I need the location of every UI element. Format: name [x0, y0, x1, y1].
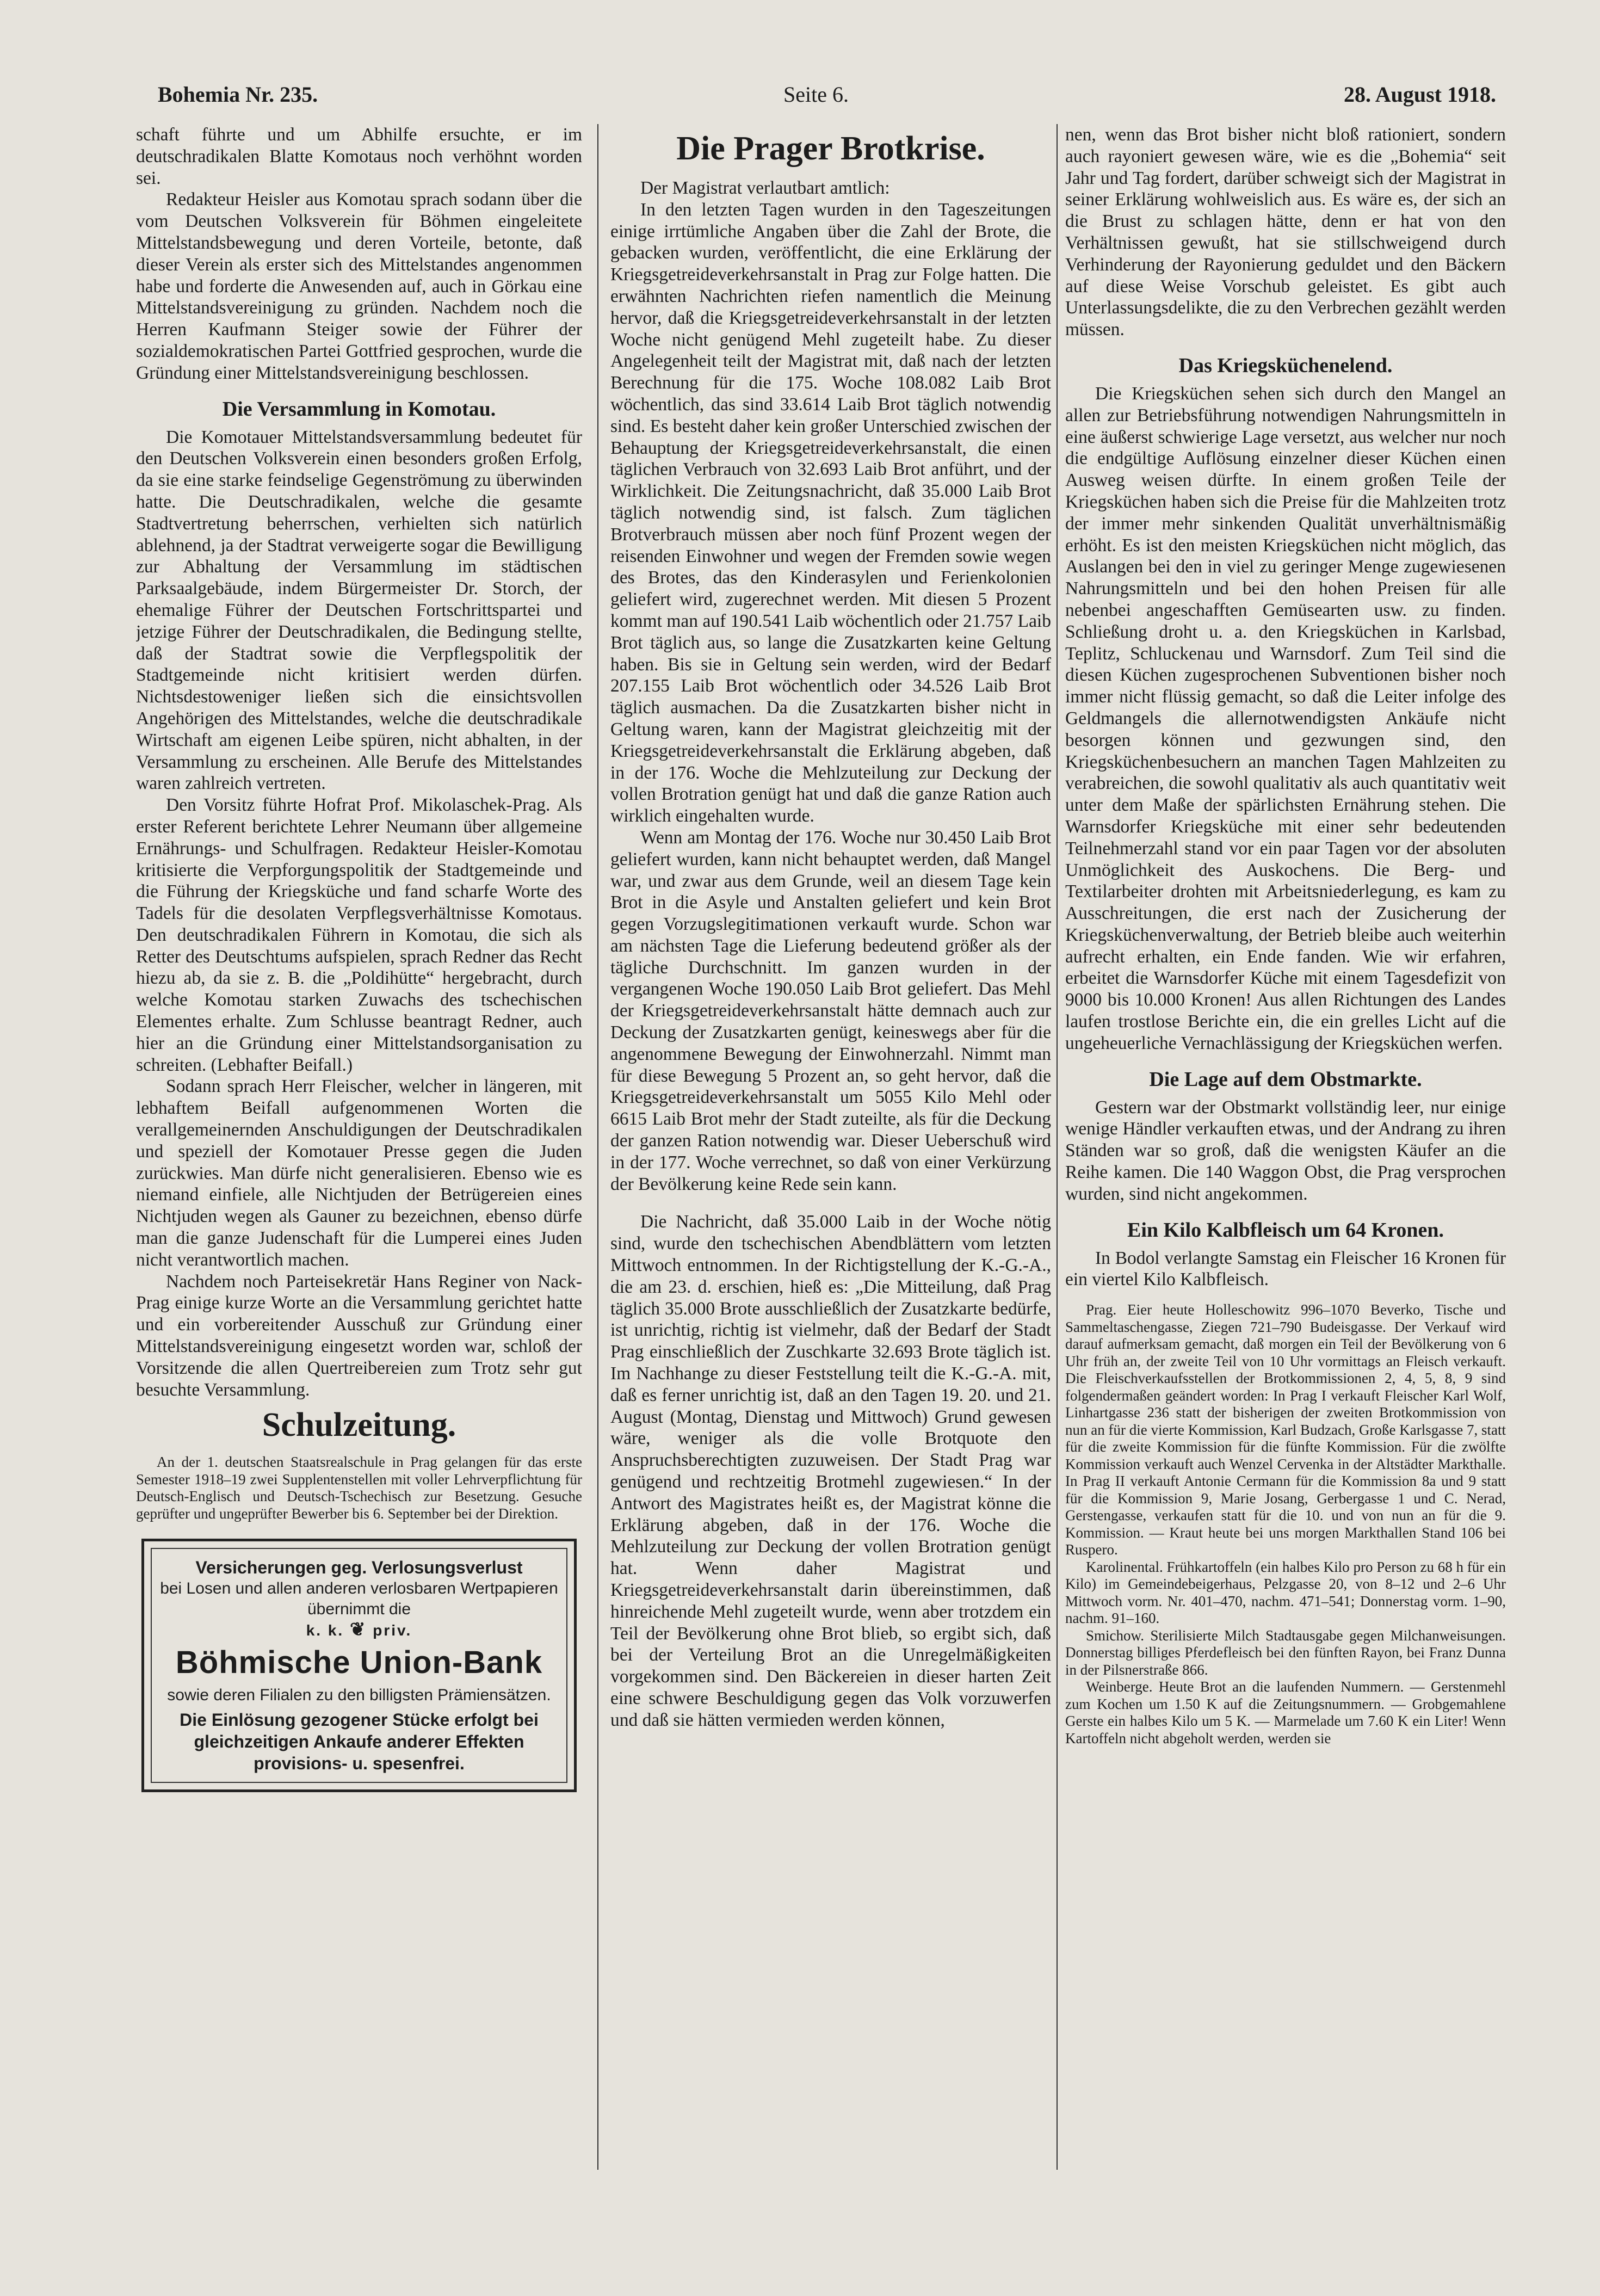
paragraph: Smichow. Sterilisierte Milch Stadtausgabe gegen Milchanweisungen. Donnerstag billiges Pferdefleisch bei den fünften Rayon, bei Franz Dunna in der Pilsnerstraße 866. — [1065, 1627, 1506, 1678]
ad-headline: Versicherungen geg. Verlosungsverlust — [195, 1558, 523, 1578]
paragraph: Den Vorsitz führte Hofrat Prof. Mikolaschek-Prag. Als erster Referent berichtete Lehrer Neumann über allgemeine Ernährungs- und Schulfragen. Redakteur Heisler-Komotau kritisierte die Verpforgungspolitik der Stadtgemeinde und die Führung der Kriegsküche und fand scharfe Worte des Tadels für die desolaten Verpflegsverhältnisse Komotaus. Den deutschradikalen Führern in Komotau, die sich als Retter des Deutschtums aufspielen, sprach Redner das Recht hiezu ab, da sie z. B. die „Poldihütte“ hergebracht, durch welche Komotau starken Zuwachs des tschechischen Elementes erhalte. Zum Schlusse beantragt Redner, auch hier an die Gründung einer Mittelstandsorganisation zu schreiten. (Lebhafter Beifall.) — [136, 795, 582, 1075]
article-heading: Das Kriegsküchenelend. — [1178, 354, 1393, 377]
column-2 — [610, 124, 1051, 2170]
paragraph: Die Komotauer Mittelstandsversammlung bedeutet für den Deutschen Volksverein einen besonders großen Erfolg, da sie eine starke feindselige Gegenströmung zu überwinden hatte. Die Deutschradikalen, welche die gesamte Stadtvertretung beherrschen, verhielten sich natürlich ablehnend, ja der Stadtrat verweigerte sogar die Bewilligung zur Abhaltung der Versammlung im städtischen Parksaalgebäude, indem Bürgermeister Dr. Storch, der ehemalige Führer der Deutschen Fortschrittspartei und jetzige Führer der Deutschradikalen, die Bedingung stellte, daß der Stadtrat sowie die Verpflegspolitik der Stadtgemeinde nicht kritisiert werden dürfen. Nichtsdestoweniger ließen sich die einsichtsvollen Angehörigen des Mittelstandes, welche die deutschradikale Wirtschaft am eigenen Leibe spüren, nicht abhalten, in der Versammlung zu erscheinen. Alle Berufe des Mittelstandes waren zahlreich vertreten. — [136, 427, 582, 794]
paragraph: In Bodol verlangte Samstag ein Fleischer 16 Kronen für ein viertel Kilo Kalbfleisch. — [1065, 1248, 1506, 1290]
article-heading: Die Lage auf dem Obstmarkte. — [1149, 1067, 1422, 1091]
paragraph: Prag. Eier heute Holleschowitz 996–1070 Beverko, Tische und Sammeltaschengasse, Ziegen 721–790 Budeisgasse. Der Verkauf wird darauf aufmerksam gemacht, daß morgen ein Teil der Bevölkerung von 6 Uhr früh an, der zweite Teil von 10 Uhr vormittags an Fleisch verkauft. Die Fleischverkaufsstellen der Brotkommissionen 2, 4, 5, 8, 9 sind folgendermaßen geändert worden: In Prag I verkauft Fleischer Karl Wolf, Linhartgasse 236 statt der bisherigen der zweiten Brotkommission von nun an für die vierte Kommission, Karl Budzach, Große Karlsgasse 7, statt für die zweite Kommission für die fünfte Kommission. Für die zwölfte Kommission verkauft auch Wenzel Cervenka in der Altstädter Markthalle. In Prag II verkauft Antonie Cermann für die Kommission 8a und 9 statt für die Kommission 9, Marie Josang, Gerbergasse 1 und C. Nerad, Gerstengasse, verkaufen statt für die 10. und von nun an für die 9. Kommission. — Kraut heute bei uns morgen Markthallen Stand 106 bei Ruspero. — [1065, 1301, 1506, 1558]
masthead — [158, 82, 1496, 120]
paragraph: schaft führte und um Abhilfe ersuchte, er im deutschradikalen Blatte Komotaus noch verhöhnt worden sei. — [136, 125, 582, 188]
ad-privilege-line — [157, 1620, 561, 1640]
paragraph: Gestern war der Obstmarkt vollständig leer, nur einige wenige Händler verkauften etwas, und der Andrang zu ihren Ständen war so groß, daß die wenigsten Käufer an die Reihe kamen. Die 140 Waggon Obst, die Prag versprochen wurden, sind nicht angekommen. — [1065, 1097, 1506, 1204]
ad-priv-label: priv. — [373, 1622, 412, 1639]
masthead-date: 28. August 1918. — [1343, 82, 1496, 107]
ad-text: bei Losen und allen anderen verlosbaren Wertpapieren übernimmt die — [160, 1579, 558, 1619]
bank-advertisement — [141, 1539, 577, 1792]
eagle-emblem-icon: ❦ — [349, 1619, 367, 1640]
paragraph: Die Nachricht, daß 35.000 Laib in der Woche nötig sind, wurde den tschechischen Abendblättern vom letzten Mittwoch entnommen. In der Richtigstellung der K.-G.-A., die am 23. d. erschien, hieß es: „Die Mitteilung, daß Prag täglich 35.000 Brote ausschließlich der Zusatzkarte bedürfe, ist unrichtig, richtig ist vielmehr, daß der Bedarf der Stadt Prag einschließlich der Zuschkarte 32.693 Brote täglich ist. Im Nachhange zu dieser Feststellung teilt die K.-G.-A. mit, daß es ferner unrichtig ist, daß an den Tagen 19. 20. und 21. August (Montag, Dienstag und Mittwoch) Grund gewesen wäre, weniger als die volle Brotquote den Anspruchsberechtigten zuzuweisen. Der Stadt Prag war genügend und rechtzeitig Brotmehl zugewiesen.“ In der Antwort des Magistrates heißt es, der Magistrat könne die Erklärung abgeben, daß in der 176. Woche die Mehlzuteilung zur Deckung der vollen Brotration genügt hat. Wenn daher Magistrat und Kriegsgetreideverkehrsanstalt darin übereinstimmen, daß hinreichende Mehl zugeteilt wurde, wenn aber trotzdem ein Teil der Bevölkerung ohne Brot blieb, so ergibt sich, daß bei der Verteilung Brot an die Unregelmäßigkeiten vorgekommen sind. Den Bäckereien in dieser harten Zeit eine schwere Beschuldigung gegen das Volk vorzuwerfen und daß sie hätten vermieden werden können, — [610, 1212, 1051, 1730]
column-3 — [1065, 124, 1506, 2170]
paragraph: In den letzten Tagen wurden in den Tageszeitungen einige irrtümliche Angaben über die Zahl der Brote, die gebacken wurden, veröffentlicht, die eine Erklärung der Kriegsgetreideverkehrsanstalt in Prag zur Folge hatten. Die erwähnten Nachrichten riefen namentlich die Meinung hervor, daß die Kriegsgetreideverkehrsanstalt in der letzten Woche nicht genügend Mehl zugeteilt habe. Zu dieser Angelegenheit teilt der Magistrat mit, daß nach der letzten Berechnung für die 175. Woche 108.082 Laib Brot wöchentlich, das sind 33.614 Laib Brot täglich notwendig sind. Es besteht daher kein großer Unterschied zwischen der Behauptung der Kriegsgetreideverkehrsanstalt, die einen täglichen Verbrauch von 32.693 Laib Brot anführt, und der Wirklichkeit. Die Zeitungsnachricht, daß 35.000 Laib Brot täglich notwendig sind, ist falsch. Zum täglichen Brotverbrauch müssen aber noch fünf Prozent wegen der reisenden Einwohner und wegen der Fremden sowie wegen des Brotes, das den Kinderasylen und Ferienkolonien geliefert wird, zugerechnet werden. Mit diesen 5 Prozent kommt man auf 190.541 Laib wöchentlich oder 21.757 Laib Brot täglich aus, so lange die Zusatzkarten keine Geltung haben. Bis sie in Geltung sein werden, wird der Bedarf 207.155 Laib Brot wöchentlich oder 34.526 Laib Brot täglich ausmachen. Da die Zusatzkarten bisher nicht in Geltung waren, kann der Magistrat gleichzeitig mit der Kriegsgetreideverkehrsanstalt die Erklärung abgeben, daß in der 176. Woche die Mehlzuteilung zur Deckung der vollen Brotration genügt hat und daß die ganze Ration auch wirklich eingehalten wurde. — [610, 199, 1051, 826]
article-heading: Ein Kilo Kalbfleisch um 64 Kronen. — [1127, 1218, 1444, 1242]
paragraph: Wenn am Montag der 176. Woche nur 30.450 Laib Brot geliefert wurden, kann nicht behauptet werden, daß Mangel war, und zwar aus dem Grunde, weil an diesem Tage kein Brot in die Asyle und Anstalten geliefert und kein Brot gegen Vorzugslegitimationen verkauft wurde. Schon war am nächsten Tage die Lieferung bedeutend größer als der tägliche Durchschnitt. Im ganzen wurden in der vergangenen Woche 190.050 Laib Brot geliefert. Das Mehl der Kriegsgetreideverkehrsanstalt hätte demnach auch zur Deckung der Zusatzkarten genügt, keineswegs aber für die angenommene Bewegung der Einwohnerzahl. Nimmt man für diese Bewegung 5 Prozent an, so geht hervor, daß die Kriegsgetreideverkehrsanstalt um 5055 Kilo Mehl oder 6615 Laib Brot mehr der Stadt zuteilte, als für die Deckung der ganzen Ration notwendig war. Dieser Ueberschuß wird in der 177. Woche verrechnet, so daß von einer Verkürzung der Bevölkerung keine Rede sein kann. — [610, 827, 1051, 1194]
ad-text: sowie deren Filialen zu den billigsten Prämiensätzen. — [167, 1686, 551, 1705]
paragraph: Nachdem noch Parteisekretär Hans Reginer von Nack-Prag einige kurze Worte an die Versammlung gerichtet hatte und ein vorbereitender Ausschuß zur Gründung einer Mittelstandsvereinigung eingesetzt worden war, schloß der Vorsitzende die allen Quertreibereien zum Trotz sehr gut besuchte Versammlung. — [136, 1271, 582, 1400]
masthead-page-number: Seite 6. — [783, 82, 849, 107]
article-heading: Die Versammlung in Komotau. — [222, 397, 496, 421]
paragraph: Die Kriegsküchen sehen sich durch den Mangel an allen zur Betriebsführung notwendigen Nahrungsmitteln in eine äußerst schwierige Lage versetzt, aus welcher nur noch die endgültige Auflösung einzelner dieser Küchen einen Ausweg weisen dürfte. In einem großen Teile der Kriegsküchen haben sich die Preise für die Mahlzeiten trotz der immer mehr sinkenden Qualität unverhältnismäßig erhöht. Es ist den meisten Kriegsküchen nicht möglich, das Auslangen bei den in viel zu geringer Menge zugewiesenen Nahrungsmitteln und bei den hohen Preisen für alle nebenbei angeschafften Gemüsearten usw. zu finden. Schließung droht u. a. den Kriegsküchen in Karlsbad, Teplitz, Schluckenau und Warnsdorf. Zum Teil sind die diesen Küchen zugesprochenen Subventionen bisher noch immer nicht flüssig gemacht, so daß die Leiter infolge des Geldmangels die allernotwendigsten Ankäufe nicht besorgen können und gezwungen sind, den Kriegsküchenbesuchern an manchen Tagen Mahlzeiten zu verabreichen, die sowohl qualitativ als auch quantitativ weit unter dem Maße der spärlichsten Ernährung stehen. Die Warnsdorfer Kriegsküche mit einer sehr bedeutenden Teilnehmerzahl stand vor ein paar Tagen vor der absoluten Unmöglichkeit des Auskochens. Die Berg- und Textilarbeiter drohten mit Arbeitsniederlegung, es kam zu Ausschreitungen, die erst nach der Zusicherung der Kriegsküchenverwaltung, der Betrieb bleibe auch weiterhin aufrecht erhalten, ein Ende fanden. Wie wir erfahren, erbeitet die Warnsdorfer Küche mit einem Tagesdefizit von 9000 bis 10.000 Kronen! Aus allen Richtungen des Landes laufen trostlose Berichte ein, die ein grelles Licht auf die ungeheuerliche Vernachlässigung der Kriegsküchen werfen. — [1065, 383, 1506, 1053]
ad-bank-name: Böhmische Union-Bank — [175, 1645, 543, 1681]
paragraph: An der 1. deutschen Staatsrealschule in Prag gelangen für das erste Semester 1918–19 zwei Supplentenstellen mit voller Lehrverpflichtung für Deutsch-Englisch und Deutsch-Tschechisch zur Besetzung. Gesuche geprüfter und ungeprüfter Bewerber bis 6. September bei der Direktion. — [136, 1454, 582, 1522]
masthead-issue: Bohemia Nr. 235. — [158, 82, 318, 107]
column-divider — [597, 124, 598, 2170]
paragraph: Der Magistrat verlautbart amtlich: — [640, 178, 890, 198]
paragraph: Sodann sprach Herr Fleischer, welcher in längeren, mit lebhaftem Beifall aufgenommenen Worten die verallgemeinernden Anschuldigungen der Deutschradikalen und speziell der Komotauer Presse gegen die Juden zurückwies. Man dürfe nicht generalisieren. Ebenso wie es niemand einfiele, alle Nichtjuden der Betrügereien eines Nichtjuden wegen als Gauner zu bezeichnen, ebenso dürfe man die ganze Judenschaft für die Lumperei eines Juden nicht verantwortlich machen. — [136, 1076, 582, 1270]
ad-kk-label: k. k. — [306, 1622, 344, 1639]
section-heading: Die Prager Brotkrise. — [676, 130, 985, 167]
advertisement-frame — [151, 1548, 567, 1783]
ad-text: Die Einlösung gezogener Stücke erfolgt bei gleichzeitigen Ankaufe anderer Effekten — [180, 1710, 539, 1752]
paragraph: nen, wenn das Brot bisher nicht bloß rationiert, sondern auch rayoniert gewesen wäre, wie es die „Bohemia“ seit Jahr und Tag fordert, darüber schweigt sich der Magistrat in seiner Erklärung wohlweislich aus. Es wäre es, der sich an die Brust zu schlagen hätte, denn er hat von den Verhältnissen gewußt, hat sie stillschweigend durch Verhinderung der Rayonierung geduldet und den Bäckern auf diese Weise Vorschub geleistet. Es gibt auch Unterlassungsdelikte, die zu den Verbrechen gezählt werden müssen. — [1065, 125, 1506, 340]
ad-text: provisions- u. spesenfrei. — [254, 1754, 465, 1774]
column-divider — [1057, 124, 1058, 2170]
paragraph: Redakteur Heisler aus Komotau sprach sodann über die vom Deutschen Volksverein für Böhmen eingeleitete Mittelstandsbewegung und deren Vorteile, betonte, daß dieser Verein als erster sich des Mittelstandes angenommen habe und forderte die Anwesenden auf, auch in Görkau eine Mittelstandsvereinigung zu gründen. Nachdem noch die Herren Kaufmann Steiger sowie der Führer der sozialdemokratischen Partei Gottfried gesprochen, wurde die Gründung einer Mittelstandsvereinigung beschlossen. — [136, 189, 582, 383]
column-1 — [136, 124, 582, 2170]
notice — [136, 1454, 582, 1522]
section-heading: Schulzeitung. — [262, 1406, 456, 1444]
paragraph: Karolinental. Frühkartoffeln (ein halbes Kilo pro Person zu 68 h für ein Kilo) im Gemeindebeigerhaus, Pelzgasse 20, von 8–12 und 2–6 Uhr Mittwoch vorm. Nr. 401–470, nachm. 471–541; Donnerstag vorm. 1–90, nachm. 91–160. — [1065, 1558, 1506, 1627]
paragraph: Weinberge. Heute Brot an die laufenden Nummern. — Gerstenmehl zum Kochen um 1.50 K auf die Zeitungsnummern. — Grobgemahlene Gerste ein halbes Kilo um 5 K. — Marmelade um 7.60 K ein Liter! Wenn Kartoffeln nicht abgeholt werden, werden sie — [1065, 1678, 1506, 1746]
market-notices — [1065, 1301, 1506, 1747]
